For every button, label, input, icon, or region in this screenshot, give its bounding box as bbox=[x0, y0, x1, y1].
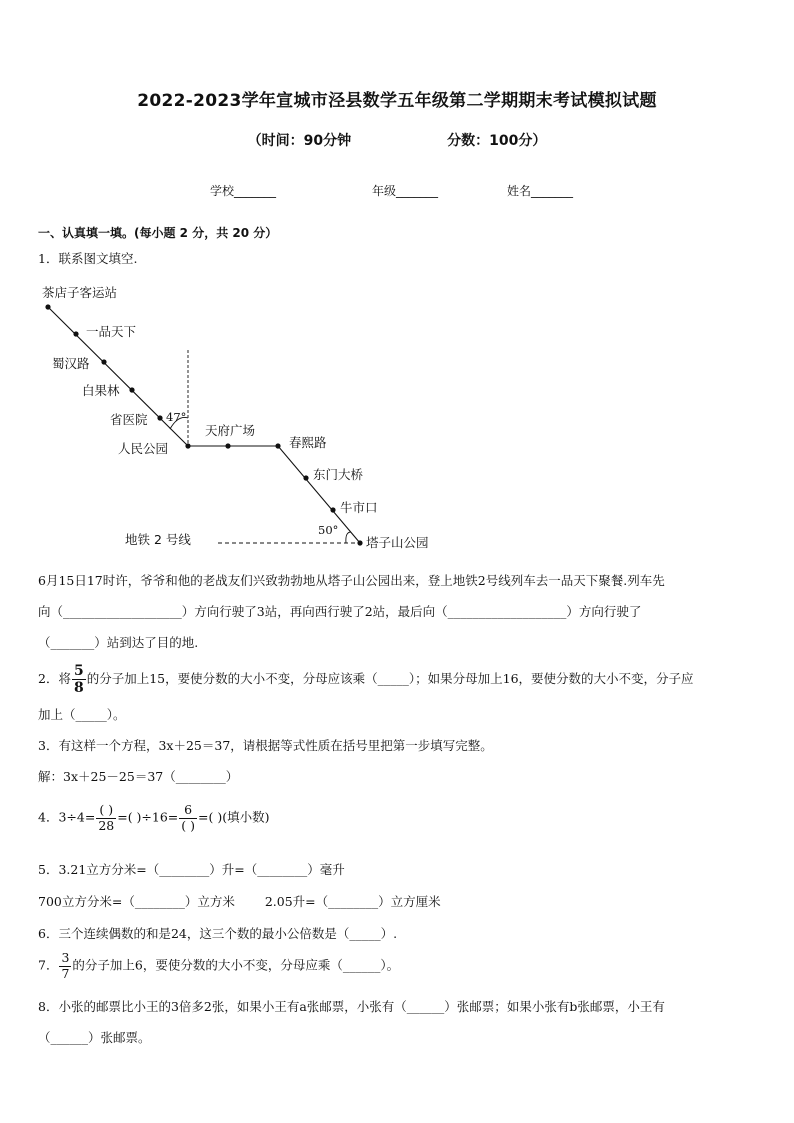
fraction-numerator: 3 bbox=[61, 950, 70, 965]
q5-line1: 5．3.21立方分米=（________）升=（________）毫升 bbox=[38, 862, 345, 877]
station-dot bbox=[73, 331, 78, 336]
station-dot bbox=[157, 415, 162, 420]
section-heading: 一、认真填一填。(每小题 2 分，共 20 分） bbox=[38, 226, 278, 240]
station-dot bbox=[185, 443, 190, 448]
fraction-numerator: 6 bbox=[179, 804, 197, 819]
fraction-5-8 bbox=[72, 664, 86, 695]
station-dot bbox=[275, 443, 280, 448]
angle-label-50: 50° bbox=[318, 523, 339, 537]
station-dot bbox=[101, 359, 106, 364]
angle-arc-50 bbox=[346, 532, 351, 543]
q4-line bbox=[38, 804, 269, 832]
q8-line1: 8．小张的邮票比小王的3倍多2张，如果小王有a张邮票，小张有（______）张邮票；如果小张有b张邮票，小王有 bbox=[38, 999, 665, 1014]
q2-line1 bbox=[38, 664, 694, 695]
station-dot bbox=[357, 540, 362, 545]
fraction-denominator: 7 bbox=[61, 965, 70, 981]
fraction-6-blank bbox=[179, 804, 197, 832]
grade-field[interactable]: 年级_______ bbox=[372, 184, 439, 198]
q3-line1: 3．有这样一个方程，3x＋25＝37，请根据等式性质在括号里把第一步填写完整。 bbox=[38, 738, 493, 753]
station-label: 东门大桥 bbox=[313, 467, 364, 482]
station-label: 白果林 bbox=[82, 383, 120, 398]
station-label: 一品天下 bbox=[86, 324, 137, 339]
station-dot bbox=[225, 443, 230, 448]
q5-line2 bbox=[38, 893, 441, 911]
subway-route-line bbox=[48, 307, 360, 543]
exam-meta bbox=[0, 130, 794, 150]
q2-rest: 的分子加上15，要使分数的大小不变，分母应该乘（_____）；如果分母加上16，要使分数的大小不变，分子应 bbox=[86, 671, 694, 686]
q2-line2: 加上（_____）。 bbox=[38, 707, 126, 722]
q7-rest: 的分子加上6，要使分数的大小不变，分母应乘（______）。 bbox=[72, 957, 400, 973]
subway-map bbox=[0, 270, 794, 560]
station-dot bbox=[330, 507, 335, 512]
exam-time: （时间：90分钟 bbox=[247, 133, 352, 149]
page-title: 2022-2023学年宣城市泾县数学五年级第二学期期末考试模拟试题 bbox=[137, 91, 657, 111]
q4-part2: =( )÷16= bbox=[117, 809, 179, 825]
q5-line2a: 700立方分米=（________）立方米 bbox=[38, 894, 235, 909]
station-label: 蜀汉路 bbox=[52, 356, 90, 371]
station-dot bbox=[129, 387, 134, 392]
fraction-3-7 bbox=[59, 952, 71, 980]
station-label: 春熙路 bbox=[289, 435, 327, 450]
station-label: 茶店子客运站 bbox=[42, 285, 118, 300]
angle-label-47: 47° bbox=[166, 410, 187, 424]
fraction-numerator: ( ) bbox=[96, 804, 116, 819]
q1-title: 1．联系图文填空. bbox=[38, 251, 138, 266]
station-dot bbox=[303, 475, 308, 480]
fraction-denominator: 28 bbox=[98, 817, 115, 833]
fraction-numerator: 5 bbox=[73, 663, 84, 679]
fraction-denominator: 8 bbox=[73, 680, 84, 696]
fraction-denominator: ( ) bbox=[181, 817, 196, 833]
q7-line bbox=[38, 952, 399, 980]
station-label: 人民公园 bbox=[118, 441, 169, 456]
q7-prefix: 7． bbox=[38, 957, 59, 973]
exam-score: 分数：100分） bbox=[447, 133, 547, 149]
q1-text-line2: 向（___________________）方向行驶了3站，再向西行驶了2站，最后向（___________________）方向行驶了 bbox=[38, 604, 642, 619]
station-label: 牛市口 bbox=[340, 500, 378, 515]
station-label: 塔子山公园 bbox=[366, 535, 429, 550]
fraction-blank-28 bbox=[96, 804, 116, 832]
q1-text-line3: （_______）站到达了目的地. bbox=[38, 635, 199, 650]
station-label: 省医院 bbox=[110, 412, 148, 427]
q3-line2: 解：3x＋25－25＝37（________） bbox=[38, 769, 239, 784]
q2-prefix: 2．将 bbox=[38, 671, 71, 686]
q8-line2: （______）张邮票。 bbox=[38, 1030, 151, 1045]
q4-part1: 4．3÷4= bbox=[38, 809, 96, 825]
name-field[interactable]: 姓名_______ bbox=[507, 184, 574, 198]
station-dot bbox=[45, 304, 50, 309]
line-label: 地铁 2 号线 bbox=[125, 532, 191, 547]
q1-text-line1: 6月15日17时许，爷爷和他的老战友们兴致勃勃地从塔子山公园出来，登上地铁2号线列车去一品天下聚餐.列车先 bbox=[38, 573, 665, 588]
q4-part3: =( )(填小数) bbox=[198, 809, 270, 825]
q6-line: 6．三个连续偶数的和是24，这三个数的最小公倍数是（_____）. bbox=[38, 926, 398, 941]
station-label: 天府广场 bbox=[205, 423, 256, 438]
q5-line2b: 2.05升=（________）立方厘米 bbox=[264, 894, 441, 909]
school-field[interactable]: 学校_______ bbox=[210, 184, 277, 198]
